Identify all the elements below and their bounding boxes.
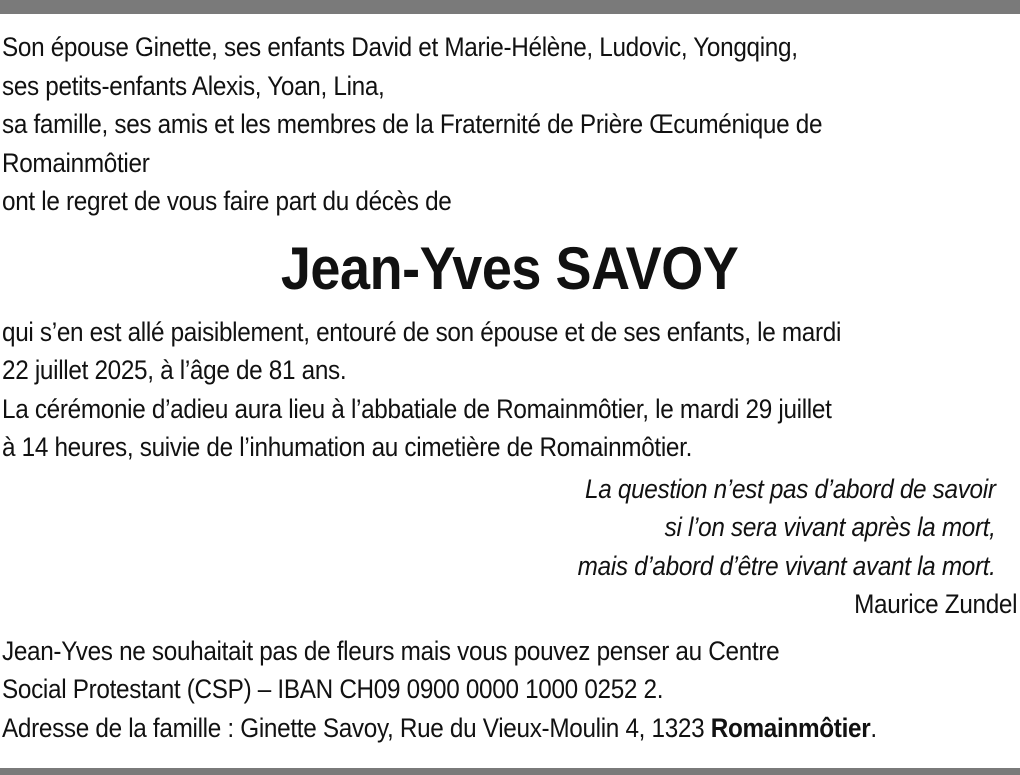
address-town: Romainmôtier (710, 712, 871, 743)
quote-author: Maurice Zundel (854, 589, 1018, 619)
quote-line-1: La question n’est pas d’abord de savoir (585, 473, 996, 504)
quote-line-3: mais d’abord d’être vivant avant la mort. (577, 550, 996, 581)
details-line-3: La cérémonie d’adieu aura lieu à l’abbatiale de Romainmôtier, le mardi 29 juillet (2, 393, 832, 424)
death-notice (2, 28, 1017, 747)
address-end: . (870, 712, 877, 743)
bottom-rule (0, 768, 1020, 775)
quote-block (2, 470, 1017, 624)
top-rule (0, 0, 1020, 14)
intro-line-5: ont le regret de vous faire part du décès de (2, 186, 452, 216)
intro-line-3: sa famille, ses amis et les membres de la Fraternité de Prière Œcuménique de (2, 109, 823, 139)
details-line-2: 22 juillet 2025, à l’âge de 81 ans. (2, 355, 347, 385)
address-text: Adresse de la famille : Ginette Savoy, Rue du Vieux-Moulin 4, 1323 (2, 712, 711, 743)
quote-line-2: si l’on sera vivant après la mort, (664, 512, 996, 542)
intro-line-2: ses petits-enfants Alexis, Yoan, Lina, (2, 70, 385, 101)
deceased-name: Jean-Yves SAVOY (280, 234, 739, 302)
details-line-4: à 14 heures, suivie de l’inhumation au cimetière de Romainmôtier. (2, 432, 693, 462)
closing-line-1: Jean-Yves ne souhaitait pas de fleurs mais vous pouvez penser au Centre (2, 635, 780, 666)
intro-line-4: Romainmôtier (2, 147, 150, 178)
family-address (2, 709, 1017, 748)
intro-line-1: Son épouse Ginette, ses enfants David et Marie-Hélène, Ludovic, Yongqing, (2, 32, 798, 62)
details-line-1: qui s’en est allé paisiblement, entouré de son épouse et de ses enfants, le mardi (2, 316, 842, 347)
closing-line-2: Social Protestant (CSP) – IBAN CH09 0900 0000 1000 0252 2. (2, 674, 664, 704)
